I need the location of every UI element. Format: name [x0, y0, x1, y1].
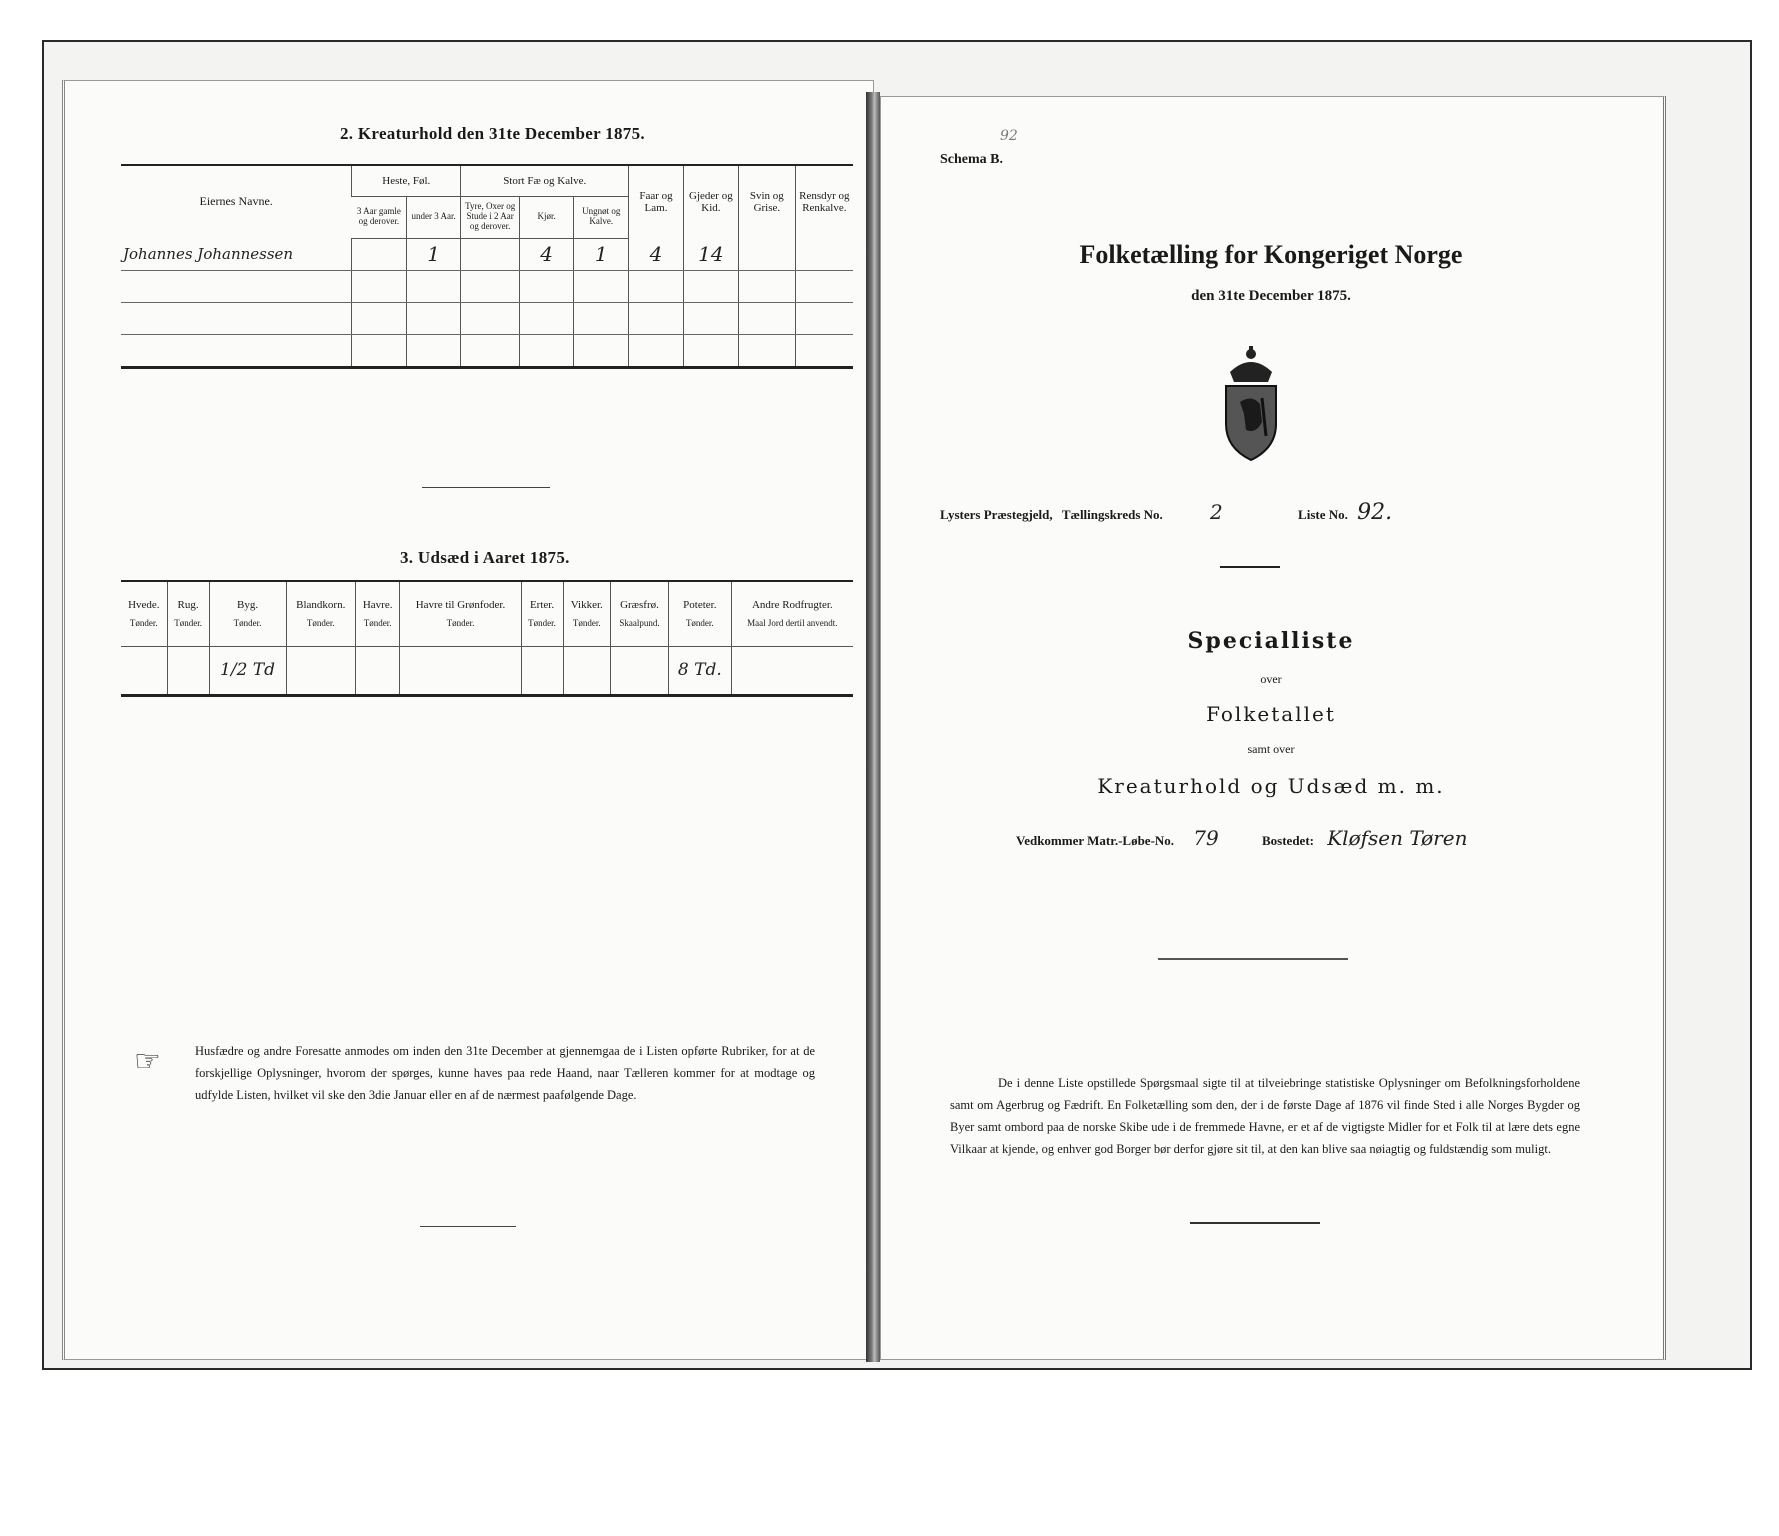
- sowing-value-cell: [355, 647, 399, 696]
- sowing-column-header: [731, 581, 853, 647]
- sowing-column-unit: Tønder.: [528, 618, 556, 629]
- table-row: [121, 334, 853, 367]
- owner-cell: Johannes Johannessen: [121, 238, 352, 270]
- sowing-column-unit: Tønder.: [363, 618, 392, 629]
- sowing-column-header: [286, 581, 355, 647]
- sowing-column-name: Andre Rodfrugter.: [751, 599, 833, 611]
- cattle-sub3-header: Ungnøt og Kalve.: [574, 197, 629, 239]
- list-label: Liste No.: [1298, 507, 1348, 522]
- matr-label: Vedkommer Matr.-Løbe-No.: [1016, 833, 1175, 848]
- corner-number: 92: [1000, 128, 1018, 144]
- sowing-column-unit: Tønder.: [446, 618, 475, 629]
- sowing-column-unit: Tønder.: [685, 618, 714, 629]
- district-value: 2: [1210, 500, 1223, 524]
- table-row: [121, 238, 853, 270]
- sowing-value-cell: [121, 647, 167, 696]
- divider: [1220, 566, 1280, 568]
- pointing-hand-icon: ☞: [134, 1045, 161, 1078]
- coat-of-arms-icon: [1216, 342, 1286, 462]
- sowing-column-header: [563, 581, 610, 647]
- bostedet-value: Kløfsen Tøren: [1327, 826, 1468, 850]
- sowing-column-name: Rug.: [177, 599, 199, 611]
- table-row: [121, 270, 853, 302]
- sowing-column-unit: Maal Jord dertil anvendt.: [747, 618, 838, 629]
- sowing-value-cell: [167, 647, 209, 696]
- horses-sub2-header: under 3 Aar.: [406, 197, 460, 239]
- main-title: Folketælling for Kongeriget Norge: [1079, 240, 1463, 269]
- goats-header: Gjeder og Kid.: [683, 165, 738, 238]
- pigs-header: Svin og Grise.: [738, 165, 795, 238]
- sowing-column-name: Byg.: [237, 599, 259, 611]
- sowing-column-unit: Tønder.: [233, 618, 262, 629]
- sowing-column-unit: Tønder.: [174, 618, 202, 629]
- table-row: [121, 647, 853, 696]
- sowing-column-name: Havre til Grønfoder.: [415, 599, 506, 611]
- divider: [420, 1226, 516, 1227]
- sowing-value-cell: 8 Td.: [669, 647, 732, 696]
- sowing-column-unit: Tønder.: [306, 618, 335, 629]
- sowing-column-header: [121, 581, 167, 647]
- folketallet-heading: Folketallet: [1206, 702, 1336, 726]
- sowing-column-header: [521, 581, 563, 647]
- value-cell: 4: [629, 238, 684, 270]
- sowing-value-cell: [563, 647, 610, 696]
- value-cell: [461, 238, 520, 270]
- divider: [1190, 1222, 1320, 1224]
- sowing-column-header: [400, 581, 521, 647]
- divider: [422, 487, 550, 488]
- parish-label: Lysters Præstegjeld,: [940, 507, 1053, 522]
- sowing-table: [121, 580, 853, 697]
- sowing-value-cell: [731, 647, 853, 696]
- sowing-column-header: [669, 581, 732, 647]
- samt-over-text: samt over: [1247, 742, 1295, 756]
- main-subtitle: den 31te December 1875.: [1191, 288, 1351, 304]
- matr-line: [1016, 826, 1467, 850]
- sowing-value-cell: [521, 647, 563, 696]
- sowing-column-unit: Tønder.: [572, 618, 601, 629]
- sowing-column-name: Blandkorn.: [296, 599, 346, 611]
- sowing-column-name: Græsfrø.: [620, 599, 659, 611]
- table-row: [121, 302, 853, 334]
- sowing-column-unit: Skaalpund.: [619, 618, 660, 629]
- sowing-column-header: [167, 581, 209, 647]
- cattle-header: Stort Fæ og Kalve.: [461, 165, 629, 197]
- sowing-column-header: [610, 581, 668, 647]
- bostedet-label: Bostedet:: [1261, 833, 1314, 848]
- right-page: [880, 96, 1666, 1360]
- district-line: [940, 500, 1392, 525]
- instruction-note: Husfædre og andre Foresatte anmodes om inden den 31te December at gjennemgaa de i Listen opførte Rubriker, for at de forskjellige Oplysninger, hvorom der spørges, kunne haves paa rede Haand, naar Tælleren kommer for at modtage og udfylde Listen, hvilket vil ske den 3die Januar eller en af de nærmest paafølgende Dage.: [195, 1044, 815, 1102]
- owner-header: Eiernes Navne.: [199, 194, 273, 209]
- sowing-column-name: Havre.: [362, 599, 393, 611]
- matr-value: 79: [1193, 826, 1219, 850]
- sowing-column-unit: Tønder.: [129, 618, 158, 629]
- value-cell: [795, 238, 853, 270]
- value-cell: 1: [574, 238, 629, 270]
- sowing-column-header: [209, 581, 286, 647]
- list-value: 92.: [1357, 500, 1393, 525]
- book-spine: [866, 92, 880, 1362]
- sowing-column-name: Poteter.: [683, 599, 717, 611]
- value-cell: 14: [683, 238, 738, 270]
- value-cell: 4: [520, 238, 574, 270]
- specialliste-heading: Specialliste: [1187, 628, 1355, 654]
- livestock-table: [121, 164, 853, 369]
- sowing-column-header: [355, 581, 399, 647]
- sowing-column-name: Erter.: [529, 599, 555, 611]
- sowing-value-cell: [286, 647, 355, 696]
- sowing-value-cell: 1/2 Td: [209, 647, 286, 696]
- sowing-column-name: Hvede.: [128, 599, 160, 611]
- schema-label: Schema B.: [940, 152, 1003, 167]
- reindeer-header: Rensdyr og Renkalve.: [795, 165, 853, 238]
- over-text: over: [1260, 672, 1282, 686]
- value-cell: [352, 238, 407, 270]
- district-label: Tællingskreds No.: [1061, 507, 1163, 522]
- cattle-sub1-header: Tyre, Oxer og Stude i 2 Aar og derover.: [461, 197, 520, 239]
- livestock-section-title: 2. Kreaturhold den 31te December 1875.: [340, 124, 645, 143]
- sheep-header: Faar og Lam.: [629, 165, 684, 238]
- footer-text: De i denne Liste opstillede Spørgsmaal sigte til at tilveiebringe statistiske Oplysninger om Befolkningsforholdene samt om Agerbrug og Fædrift. En Folketælling som den, der i de første Dage af 1876 vil finde Sted i alle Norges Bygder og Byer samt ombord paa de norske Skibe ude i de fremmede Havne, er et af de vigtigste Midler for et Folk til at lære dets egne Vilkaar at kjende, og enhver god Borger bør derfor gjøre sit til, at den kan blive saa nøiagtig og fuldstændig som muligt.: [950, 1076, 1580, 1156]
- sowing-column-name: Vikker.: [570, 599, 603, 611]
- sowing-value-cell: [610, 647, 668, 696]
- divider: [1158, 958, 1348, 960]
- cattle-sub2-header: Kjør.: [520, 197, 574, 239]
- kreaturhold-heading: Kreaturhold og Udsæd m. m.: [1097, 774, 1445, 798]
- value-cell: 1: [406, 238, 460, 270]
- sowing-value-cell: [400, 647, 521, 696]
- sowing-section-title: 3. Udsæd i Aaret 1875.: [400, 548, 570, 567]
- value-cell: [738, 238, 795, 270]
- horses-header: Heste, Føl.: [352, 165, 461, 197]
- horses-sub1-header: 3 Aar gamle og derover.: [352, 197, 407, 239]
